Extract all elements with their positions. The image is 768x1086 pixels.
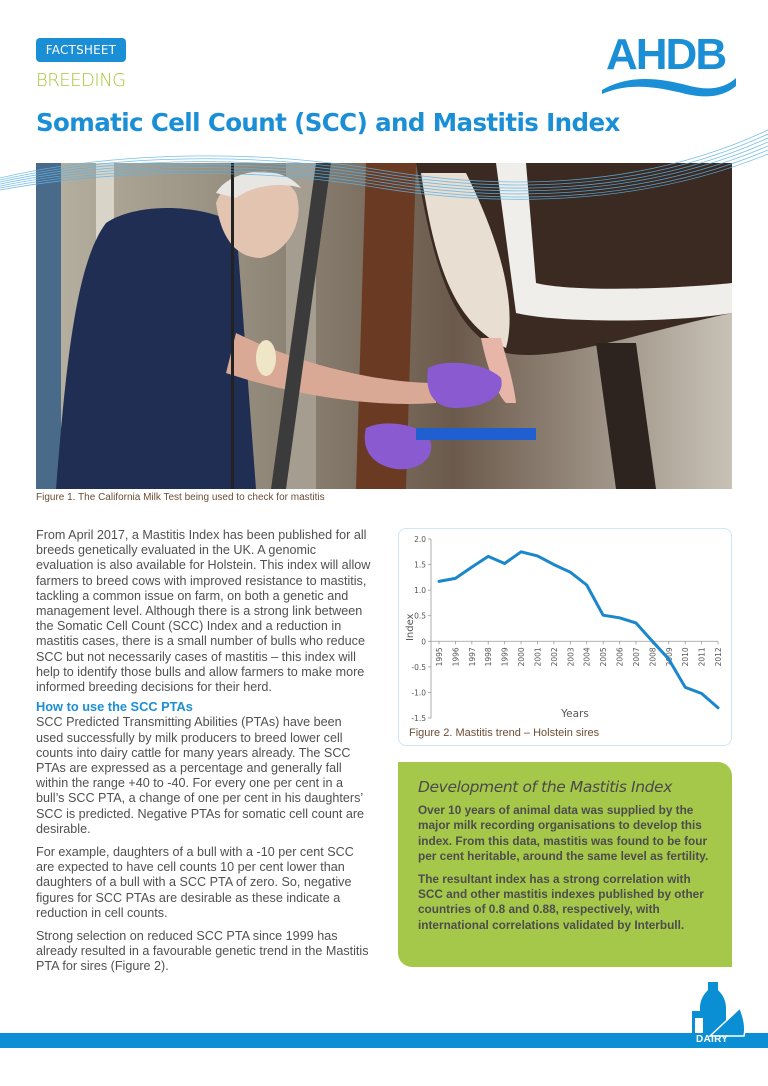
y-tick-label: -1.0 xyxy=(411,688,426,698)
category-label: BREEDING xyxy=(36,70,126,91)
logo-text: AHDB xyxy=(606,30,726,79)
x-tick-label: 2005 xyxy=(599,647,609,667)
x-tick-label: 2003 xyxy=(566,647,576,667)
development-info-box xyxy=(398,762,732,967)
x-tick-label: 2004 xyxy=(582,647,592,667)
info-box-heading: Development of the Mastitis Index xyxy=(418,778,672,796)
x-tick-label: 2001 xyxy=(533,647,543,667)
x-tick-label: 1996 xyxy=(451,647,461,667)
y-tick-label: -0.5 xyxy=(411,662,426,672)
y-tick-label: 0 xyxy=(421,637,426,647)
y-tick-label: 2.0 xyxy=(414,535,426,544)
info-box-paragraph: Over 10 years of animal data was supplied by the major milk recording organisations to develop this index. From this data, mastitis was found to be four per cent heritable, around the same level as fertility. xyxy=(418,803,709,864)
x-tick-label: 1997 xyxy=(467,647,477,667)
y-axis-title: Index xyxy=(405,613,416,642)
y-tick-label: -1.5 xyxy=(411,714,426,723)
sector-label: DAIRY xyxy=(696,1034,729,1045)
factsheet-tag: FACTSHEET xyxy=(36,38,126,62)
footer-bar xyxy=(0,1033,768,1048)
y-tick-label: 1.5 xyxy=(414,560,426,570)
paragraph: For example, daughters of a bull with a -10 per cent SCC are expected to have cell counts 10 per cent lower than daughters of a bull with a SCC PTA of zero. So, negative figures for SCC PTAs are desirable as these indicate a reduction in cell counts. xyxy=(36,845,354,920)
x-axis-title: Years xyxy=(561,708,589,720)
x-tick-label: 2008 xyxy=(648,647,658,667)
y-tick-label: 0.5 xyxy=(414,611,426,621)
main-text-column xyxy=(36,528,372,983)
info-box-paragraph: The resultant index has a strong correlation with SCC and other mastitis indexes published by other countries of 0.8 and 0.88, respectively, with international correlations validated by Interbull. xyxy=(418,871,704,932)
x-tick-label: 2012 xyxy=(714,647,723,667)
x-tick-label: 2000 xyxy=(517,647,527,667)
x-tick-label: 2007 xyxy=(631,647,641,667)
paragraph: Strong selection on reduced SCC PTA since 1999 has already resulted in a favourable genetic trend in the Mastitis PTA for sires (Figure 2). xyxy=(36,929,369,974)
x-tick-label: 2011 xyxy=(697,647,707,667)
figure-2-chart xyxy=(398,528,732,746)
section-heading: How to use the SCC PTAs xyxy=(36,699,193,715)
y-tick-label: 1.0 xyxy=(414,586,426,596)
x-tick-label: 2006 xyxy=(615,647,625,667)
milking-photo-illustration xyxy=(36,163,732,489)
x-tick-label: 2002 xyxy=(549,647,559,667)
figure-1-caption: Figure 1. The California Milk Test being used to check for mastitis xyxy=(36,492,325,503)
ahdb-logo xyxy=(600,30,740,100)
hero-photo xyxy=(36,163,732,489)
x-tick-label: 2010 xyxy=(681,647,691,667)
paragraph: SCC Predicted Transmitting Abilities (PTAs) have been used successfully by milk producers to breed lower cell counts into dairy cattle for many years already. The SCC PTAs are expressed as a percentage and generally fall within the range +40 to -40. For every one per cent in a bull’s SCC PTA, a change of one per cent in his daughters’ SCC is predicted. Negative PTAs for somatic cell count are desirable. xyxy=(36,715,365,836)
x-tick-label: 1998 xyxy=(484,647,494,667)
x-tick-label: 1995 xyxy=(435,647,444,667)
logo-wave-icon xyxy=(600,70,740,100)
intro-paragraph: From April 2017, a Mastitis Index has been published for all breeds genetically evaluated in the UK. A genomic evaluation is also available for Holstein. This index will allow farmers to breed cows with improved resistance to mastitis, tackling a common issue on farm, on both a genetic and management level. Although there is a strong link between the Somatic Cell Count (SCC) Index and a reduction in mastitis cases, there is a small number of bulls who reduce SCC but not necessarily cases of mastitis – this index will help to identify those bulls and allow farmers to make more informed breeding decisions for their herd. xyxy=(36,528,371,695)
x-tick-label: 2009 xyxy=(664,647,674,667)
page-title: Somatic Cell Count (SCC) and Mastitis Index xyxy=(36,108,620,137)
mastitis-trend-line-chart xyxy=(399,529,733,729)
figure-2-caption: Figure 2. Mastitis trend – Holstein sires xyxy=(409,727,600,739)
trend-line xyxy=(439,552,718,708)
x-tick-label: 1999 xyxy=(500,647,510,667)
